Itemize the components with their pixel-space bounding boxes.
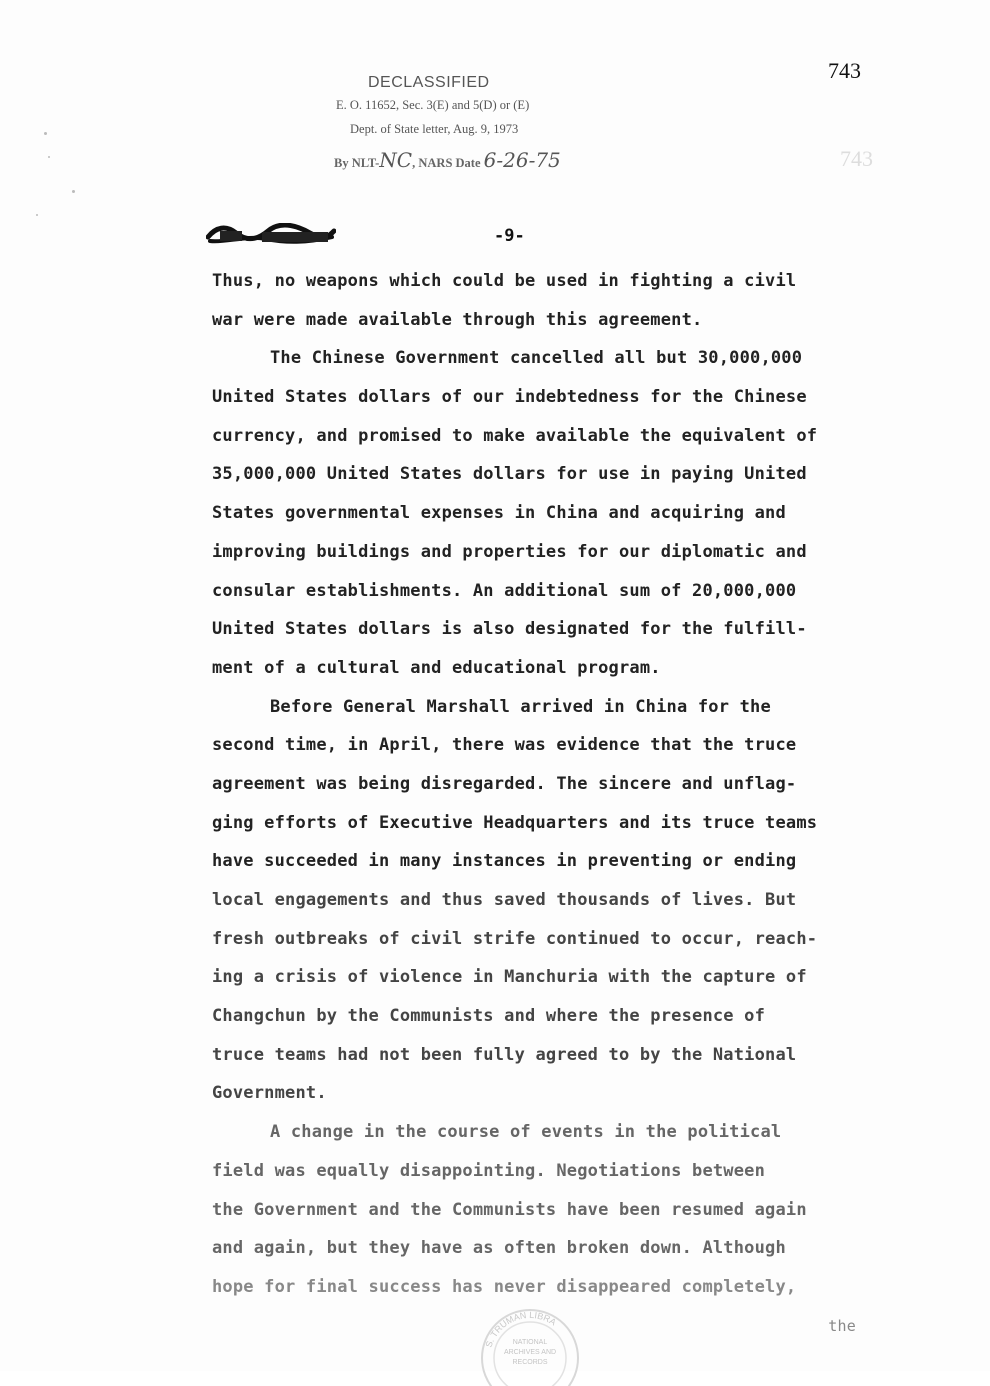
text-line: consular establishments. An additional sum of 20,000,000 xyxy=(212,580,797,601)
redacted-classification-mark xyxy=(206,223,336,243)
text-line: agreement was being disregarded. The sincere and unflag- xyxy=(212,773,797,794)
text-line: local engagements and thus saved thousands of lives. But xyxy=(212,890,797,910)
text-line: currency, and promised to make available the equivalent of xyxy=(212,425,818,446)
page-number: 743 xyxy=(828,58,861,83)
stamp-letter: Dept. of State letter, Aug. 9, 1973 xyxy=(350,122,519,136)
stamp-by-line xyxy=(334,148,561,172)
stamp-initials: NC xyxy=(379,148,413,172)
page-sub-number: -9- xyxy=(494,226,525,246)
text-line: A change in the course of events in the political xyxy=(270,1122,782,1143)
text-line: Thus, no weapons which could be used in fighting a civil xyxy=(212,271,797,291)
text-line: the xyxy=(828,1316,856,1335)
text-line: improving buildings and properties for our diplomatic and xyxy=(212,541,807,562)
text-line: and again, but they have as often broken down. Although xyxy=(212,1238,786,1259)
text-line: field was equally disappointing. Negotiations between xyxy=(212,1160,766,1181)
stamp-authority: E. O. 11652, Sec. 3(E) and 5(D) or (E) xyxy=(336,98,530,112)
seal-text-mid1: NATIONAL xyxy=(512,1339,548,1346)
redaction-scribble xyxy=(206,223,336,245)
text-line: ment of a cultural and educational program. xyxy=(212,657,661,678)
seal-text-mid3: RECORDS xyxy=(512,1359,548,1366)
text-line: The Chinese Government cancelled all but 30,000,000 xyxy=(270,348,803,369)
stamp-title: DECLASSIFIED xyxy=(368,74,490,91)
seal-text-mid2: ARCHIVES AND xyxy=(503,1349,557,1356)
text-line: war were made available through this agreement. xyxy=(212,309,703,330)
text-line: have succeeded in many instances in preventing or ending xyxy=(212,851,797,872)
body-text xyxy=(212,262,892,1345)
text-line: United States dollars is also designated for the fulfill- xyxy=(212,619,807,640)
seal-text-top: S. TRUMAN LIBRA xyxy=(483,1309,558,1349)
scan-speck xyxy=(44,132,47,135)
scan-speck xyxy=(36,214,38,216)
text-line: ing a crisis of violence in Manchuria with the capture of xyxy=(212,967,807,988)
stamp-nars-date-label: , NARS Date xyxy=(412,156,481,170)
text-line: ging efforts of Executive Headquarters and its truce teams xyxy=(212,812,818,833)
text-line: States governmental expenses in China and acquiring and xyxy=(212,503,786,524)
text-line: Government. xyxy=(212,1083,327,1104)
text-line: fresh outbreaks of civil strife continued to occur, reach- xyxy=(212,928,818,949)
text-line: Changchun by the Communists and where the presence of xyxy=(212,1006,766,1027)
text-line: truce teams had not been fully agreed to by the National xyxy=(212,1044,797,1065)
scan-speck xyxy=(72,190,75,193)
page-number-faint: 743 xyxy=(840,146,873,171)
scan-speck xyxy=(48,156,50,158)
text-line: United States dollars of our indebtedness for the Chinese xyxy=(212,387,807,408)
text-line: Before General Marshall arrived in China for the xyxy=(270,696,771,717)
text-line: the Government and the Communists have been resumed again xyxy=(212,1199,807,1220)
library-seal xyxy=(478,1306,582,1386)
text-line: hope for final success has never disappeared completely, xyxy=(212,1276,797,1297)
text-line: second time, in April, there was evidence that the truce xyxy=(212,735,797,756)
stamp-date: 6-26-75 xyxy=(483,148,561,172)
text-line: 35,000,000 United States dollars for use in paying United xyxy=(212,464,807,485)
stamp-by-prefix: By NLT- xyxy=(334,156,380,170)
